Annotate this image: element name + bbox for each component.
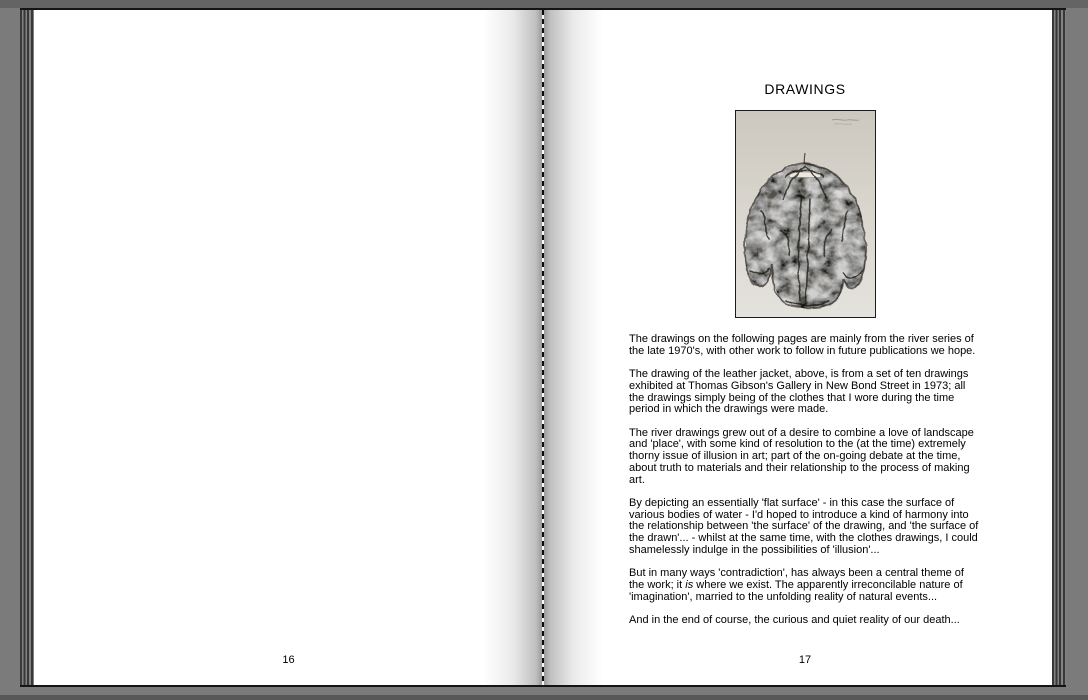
paragraph: By depicting an essentially 'flat surface' - in this case the surface of various bodies of water - I'd hoped to introduce a kind of harmony into the relationship between 'the surface' of the drawing, and 'the surface of the drawn'... - whilst at the same time, with the clothes drawings, I could shamelessly indulge in the possibilities of 'illusion'... bbox=[629, 496, 979, 556]
paragraph-emphasis: is bbox=[685, 579, 694, 592]
page-left[interactable] bbox=[34, 10, 543, 685]
paragraph: The river drawings grew out of a desire to combine a love of landscape and 'place', with some kind of resolution to the (at the time) extremely thorny issue of illusion in art; part of the on-going debate at the time, about truth to materials and their relationship to the process of making art. bbox=[629, 426, 974, 486]
page-number-right: 17 bbox=[798, 654, 812, 666]
paragraph-text: But in many ways 'contradiction', has always been a central theme of the work; it bbox=[629, 567, 964, 592]
page-number-left: 16 bbox=[282, 654, 295, 666]
paragraph: And in the end of course, the curious and quiet reality of our death... bbox=[629, 614, 960, 627]
book-spread bbox=[20, 8, 1066, 687]
leather-jacket-figure bbox=[735, 110, 876, 318]
paragraph: The drawing of the leather jacket, above, is from a set of ten drawings exhibited at Thomas Gibson's Gallery in New Bond Street in 1973; all the drawings simply being of the clothes that I wore during the time period in which the drawings were made. bbox=[629, 368, 969, 416]
paragraph bbox=[629, 568, 981, 603]
spine-stitch-line bbox=[542, 10, 544, 685]
paragraph: The drawings on the following pages are mainly from the river series of the late 1970's, with other work to follow in future publications we hope. bbox=[629, 333, 976, 357]
leather-jacket-drawing-image bbox=[736, 111, 875, 317]
page-edge-stack-right bbox=[1052, 10, 1066, 685]
paragraph-text: where we exist. The apparently irreconcilable nature of 'imagination', married to the unfolding reality of natural events... bbox=[629, 579, 963, 603]
page-edge-stack-left bbox=[20, 10, 34, 685]
page-title: DRAWINGS bbox=[764, 81, 846, 97]
body-text bbox=[629, 334, 981, 627]
window-bottom-edge bbox=[0, 695, 1088, 700]
right-page-content bbox=[629, 81, 981, 638]
window-top-edge bbox=[0, 0, 1088, 8]
